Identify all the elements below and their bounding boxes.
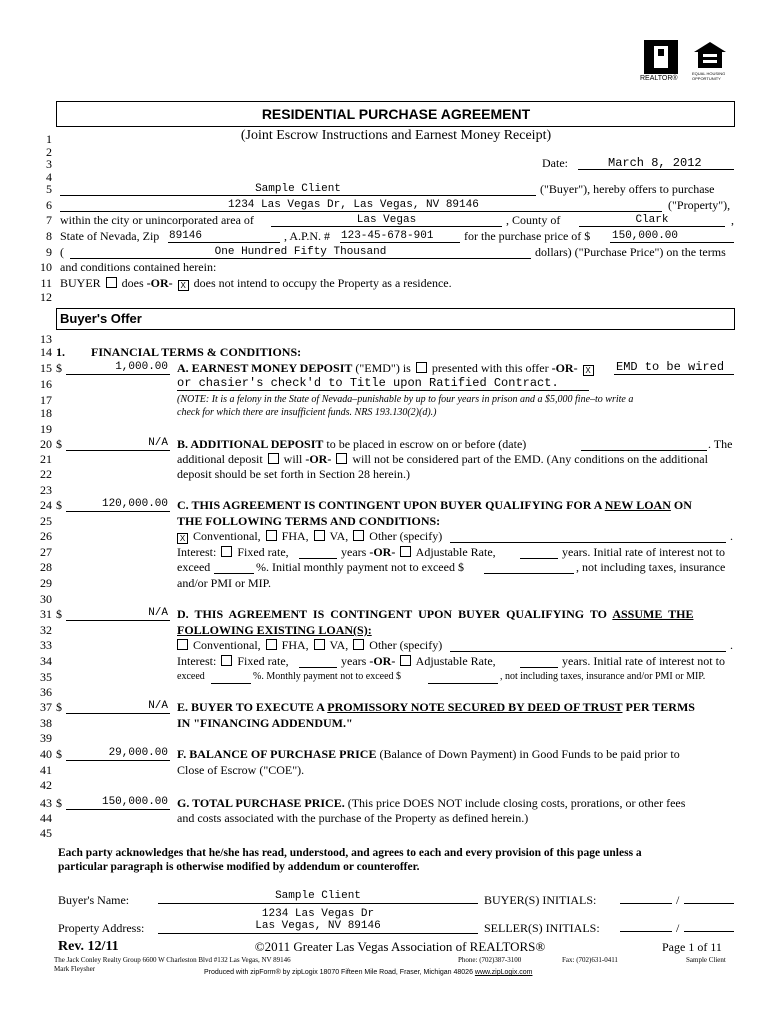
line-number: 13	[40, 332, 52, 346]
interest-line	[177, 545, 289, 559]
emd-wired-text-2: or chasier's check'd to Title upon Ratified Contract.	[177, 376, 559, 390]
pct-label: %. Monthly payment not to exceed $	[253, 671, 402, 682]
the-label: . The	[708, 437, 733, 451]
purchase-price-value: 150,000.00	[612, 230, 679, 242]
line-number: 23	[40, 483, 52, 497]
adjustable-label: Adjustable Rate,	[415, 545, 496, 559]
line-number: 8	[46, 229, 52, 243]
assume-other-specify-field[interactable]	[450, 638, 726, 652]
interest-label: Interest:	[177, 654, 217, 668]
slash: /	[676, 893, 680, 907]
per-terms-label: PER TERMS	[625, 700, 695, 714]
total-line	[177, 796, 685, 810]
emd-other-checkbox[interactable]: X	[583, 365, 594, 376]
interest-line-b	[341, 545, 496, 559]
date-label: Date:	[542, 156, 568, 170]
equal-housing-logo: EQUAL HOUSING OPPORTUNITY	[692, 40, 732, 84]
interest-label: Interest:	[177, 545, 217, 559]
additional-line	[177, 437, 526, 451]
fha-label: FHA,	[281, 638, 309, 652]
line-number: 29	[40, 576, 52, 590]
line-number: 45	[40, 826, 52, 840]
balance-line	[177, 747, 680, 761]
assume-fha-checkbox[interactable]	[266, 639, 277, 650]
or-label: -OR-	[369, 654, 396, 668]
zipform-text: Produced with zipForm® by zipLogix 18070 Fifteen Mile Road, Fraser, Michigan 48026	[204, 969, 473, 976]
other-label: Other (specify)	[369, 529, 443, 543]
or-label: -OR-	[146, 276, 173, 290]
occupy-does-checkbox[interactable]	[106, 277, 117, 288]
seller-initial-2-field[interactable]	[684, 918, 734, 932]
seller-initial-1-field[interactable]	[620, 918, 672, 932]
buyer-initial-1-field[interactable]	[620, 890, 672, 904]
city-value: Las Vegas	[356, 214, 417, 226]
promissory-heading-2: IN "FINANCING ADDENDUM."	[177, 716, 353, 730]
line-number: 24	[40, 498, 52, 512]
open-paren: (	[60, 245, 64, 259]
will-not-checkbox[interactable]	[336, 453, 347, 464]
price-words-suffix: dollars) ("Purchase Price") on the terms	[535, 245, 726, 259]
additional-line-22: deposit should be set forth in Section 28 herein.)	[177, 467, 410, 481]
ziplogix-link[interactable]: www.zipLogix.com	[474, 969, 533, 976]
realtor-logo: REALTOR®	[640, 40, 684, 84]
slash: /	[676, 921, 680, 935]
years-initial-rate: years. Initial rate of interest not to	[562, 654, 725, 668]
years-initial-rate: years. Initial rate of interest not to	[562, 545, 725, 559]
county-value: Clark	[635, 214, 669, 226]
buyers-offer-heading: Buyer's Offer	[60, 311, 142, 326]
buyer-initial-2-field[interactable]	[684, 890, 734, 904]
footer-property-line1: 1234 Las Vegas Dr	[261, 908, 375, 920]
assume-conventional-checkbox[interactable]	[177, 639, 188, 650]
does-label: does	[121, 276, 144, 290]
buyer-label: BUYER	[60, 276, 101, 290]
assume-adjustable-years-field[interactable]	[520, 654, 558, 668]
pmi-label: and/or PMI or MIP.	[177, 576, 272, 590]
line-number: 18	[40, 406, 52, 420]
document-title: RESIDENTIAL PURCHASE AGREEMENT	[261, 106, 531, 122]
promissory-label: E. BUYER TO EXECUTE A	[177, 700, 325, 714]
line-number: 38	[40, 716, 52, 730]
balance-text-2: Close of Escrow ("COE").	[177, 763, 305, 777]
zip-value: 89146	[169, 230, 203, 242]
promissory-heading	[177, 700, 695, 714]
additional-deposit-label: B. ADDITIONAL DEPOSIT	[177, 437, 324, 451]
will-checkbox[interactable]	[268, 453, 279, 464]
adjustable-years-field[interactable]	[520, 545, 558, 559]
new-loan-type-line	[175, 529, 442, 544]
client-name: Sample Client	[686, 956, 726, 964]
emd-presented-label: presented with this offer	[431, 361, 549, 375]
assume-amount-value: N/A	[148, 607, 168, 619]
assume-label: D. THIS AGREEMENT IS CONTINGENT UPON BUYER QUALIFYING TO	[177, 607, 607, 621]
buyer-suffix: ("Buyer"), hereby offers to purchase	[540, 182, 715, 196]
promissory-amount-value: N/A	[148, 700, 168, 712]
line-number: 7	[46, 213, 52, 227]
period: .	[730, 529, 733, 543]
assume-adjustable-checkbox[interactable]	[400, 655, 411, 666]
exceed-pct-field[interactable]	[214, 560, 254, 574]
assume-heading	[177, 607, 693, 621]
line-number: 26	[40, 529, 52, 543]
line-number: 11	[40, 276, 52, 290]
exceed-label: exceed	[177, 560, 211, 574]
exceed-label: exceed	[177, 671, 205, 682]
will-not-label: will not be considered part of the EMD. (Any conditions on the additional	[352, 452, 708, 466]
balance-amount-value: 29,000.00	[108, 747, 168, 759]
line-number: 20	[40, 437, 52, 451]
assume-monthly-field[interactable]	[428, 670, 498, 684]
copyright: ©2011 Greater Las Vegas Association of REALTORS®	[254, 939, 546, 954]
footer-property-line2: Las Vegas, NV 89146	[255, 920, 381, 932]
financial-terms-title: FINANCIAL TERMS & CONDITIONS:	[91, 345, 302, 359]
not-including-label: , not including taxes, insurance	[576, 560, 726, 574]
line-number: 28	[40, 560, 52, 574]
line-number: 3	[46, 157, 52, 171]
property-suffix: ("Property"),	[668, 198, 731, 212]
date-value: March 8, 2012	[608, 156, 702, 170]
new-loan-heading	[177, 498, 692, 512]
assume-interest-line	[177, 654, 289, 668]
additional-amount-value: N/A	[148, 437, 168, 449]
line-number: 1	[46, 132, 52, 146]
fixed-rate-checkbox[interactable]	[221, 546, 232, 557]
seller-initials-label: SELLER(S) INITIALS:	[484, 921, 600, 935]
line-number: 12	[40, 290, 52, 304]
broker-info: The Jack Conley Realty Group 6600 W Charleston Blvd #132 Las Vegas, NV 89146	[54, 956, 291, 964]
dollar-sign: $	[56, 437, 62, 451]
line-number: 16	[40, 377, 52, 391]
total-label: G. TOTAL PURCHASE PRICE.	[177, 796, 345, 810]
comma: ,	[731, 213, 734, 227]
dollar-sign: $	[56, 607, 62, 621]
assume-emphasis: ASSUME THE	[612, 607, 694, 621]
emd-presented-checkbox[interactable]	[416, 362, 427, 373]
fax-number: Fax: (702)631-0411	[562, 956, 618, 964]
zipform-line	[204, 968, 533, 977]
assume-va-checkbox[interactable]	[314, 639, 325, 650]
occupy-does-not-checkbox[interactable]: X	[178, 280, 189, 291]
price-words-value: One Hundred Fifty Thousand	[214, 246, 387, 258]
period: .	[730, 638, 733, 652]
property-address-label: Property Address:	[58, 921, 145, 935]
total-amount-value: 150,000.00	[101, 796, 168, 808]
does-not-label: does not intend to occupy the Property as a residence.	[193, 276, 452, 290]
line-number: 35	[40, 670, 52, 684]
line-number: 41	[40, 763, 52, 777]
line-number: 10	[40, 260, 52, 274]
pct-label: %. Initial monthly payment not to exceed $	[256, 560, 464, 574]
line-number: 15	[40, 361, 52, 375]
other-label: Other (specify)	[369, 638, 443, 652]
va-label: VA,	[329, 638, 349, 652]
line-number: 34	[40, 654, 52, 668]
dollar-sign: $	[56, 361, 62, 375]
buyer-name-value: Sample Client	[255, 183, 341, 195]
acknowledge-line2: particular paragraph is otherwise modified by addendum or counteroffer.	[58, 861, 420, 873]
or-label: -OR-	[369, 545, 396, 559]
buyers-offer-box	[56, 308, 735, 330]
area-label: within the city or unincorporated area of	[60, 213, 254, 227]
line-number: 2	[46, 145, 52, 159]
property-address-value: 1234 Las Vegas Dr, Las Vegas, NV 89146	[228, 199, 479, 211]
line-number: 31	[40, 607, 52, 621]
section-number: 1.	[56, 345, 65, 359]
adjustable-label: Adjustable Rate,	[415, 654, 496, 668]
dollar-sign: $	[56, 700, 62, 714]
va-label: VA,	[329, 529, 349, 543]
line-number: 19	[40, 422, 52, 436]
balance-label: F. BALANCE OF PURCHASE PRICE	[177, 747, 377, 761]
apn-value: 123-45-678-901	[341, 230, 434, 242]
years-label: years	[341, 545, 367, 559]
line-number: 5	[46, 182, 52, 196]
purchase-price-label: for the purchase price of $	[464, 229, 591, 243]
line-number: 17	[40, 393, 52, 407]
new-loan-heading-2: THE FOLLOWING TERMS AND CONDITIONS:	[177, 514, 441, 528]
additional-deposit-text: additional deposit	[177, 452, 263, 466]
occupy-line	[60, 276, 452, 291]
line-number: 21	[40, 452, 52, 466]
emd-amount-value: 1,000.00	[115, 361, 168, 373]
assume-fixed-checkbox[interactable]	[221, 655, 232, 666]
or-label: -OR-	[305, 452, 332, 466]
on-label: ON	[673, 498, 692, 512]
buyer-initials-label: BUYER(S) INITIALS:	[484, 893, 597, 907]
other-specify-field[interactable]	[450, 529, 726, 543]
emd-text: ("EMD") is	[355, 361, 411, 375]
assume-other-checkbox[interactable]	[353, 639, 364, 650]
assume-exceed-pct-field[interactable]	[211, 670, 251, 684]
line-number: 40	[40, 747, 52, 761]
va-checkbox[interactable]	[314, 530, 325, 541]
line-number: 44	[40, 811, 52, 825]
emd-wired-text: EMD to be wired	[616, 360, 725, 374]
phone-number: Phone: (702)387-3100	[458, 956, 522, 964]
fha-label: FHA,	[281, 529, 309, 543]
line-number: 25	[40, 514, 52, 528]
conventional-label: Conventional,	[193, 638, 261, 652]
balance-text: (Balance of Down Payment) in Good Funds to be paid prior to	[379, 747, 680, 761]
line-number: 36	[40, 685, 52, 699]
additional-text: to be placed in escrow on or before (date)	[326, 437, 527, 451]
line-number: 42	[40, 778, 52, 792]
revision-label: Rev. 12/11	[58, 939, 119, 954]
not-including-label: , not including taxes, insurance and/or PMI or MIP.	[500, 671, 706, 682]
new-loan-emphasis: NEW LOAN	[604, 498, 671, 512]
line-number: 9	[46, 245, 52, 259]
line-number: 37	[40, 700, 52, 714]
assume-type-line	[175, 638, 442, 652]
line-number: 27	[40, 545, 52, 559]
state-zip-label: State of Nevada, Zip	[60, 229, 160, 243]
or-label: -OR-	[551, 361, 578, 375]
footer-buyer-name-value: Sample Client	[275, 890, 361, 902]
line-number: 33	[40, 638, 52, 652]
line-number: 22	[40, 467, 52, 481]
years-label: years	[341, 654, 367, 668]
total-text: (This price DOES NOT include closing costs, prorations, or other fees	[347, 796, 686, 810]
will-label: will	[283, 452, 303, 466]
fixed-rate-label: Fixed rate,	[237, 545, 289, 559]
fixed-rate-label: Fixed rate,	[237, 654, 289, 668]
buyer-name-label: Buyer's Name:	[58, 893, 130, 907]
additional-line-21	[177, 452, 708, 466]
dollar-sign: $	[56, 747, 62, 761]
line-number: 30	[40, 592, 52, 606]
agent-name: Mark Fleysher	[54, 965, 96, 973]
other-checkbox[interactable]	[353, 530, 364, 541]
terms-text: and conditions contained herein:	[60, 260, 217, 274]
acknowledge-line1: Each party acknowledges that he/she has read, understood, and agrees to each and every provision of this page unless a	[58, 847, 642, 859]
document-subtitle: (Joint Escrow Instructions and Earnest Money Receipt)	[240, 128, 552, 143]
new-loan-amount-value: 120,000.00	[101, 498, 168, 510]
emd-line	[177, 361, 596, 376]
assume-fixed-years-field[interactable]	[299, 654, 337, 668]
emd-label: A. EARNEST MONEY DEPOSIT	[177, 361, 353, 375]
line-number: 6	[46, 198, 52, 212]
fha-checkbox[interactable]	[266, 530, 277, 541]
line-number: 32	[40, 623, 52, 637]
total-text-2: and costs associated with the purchase of the Property as defined herein.)	[177, 811, 529, 825]
conventional-label: Conventional,	[193, 529, 261, 543]
additional-date-field[interactable]	[581, 437, 707, 451]
dollar-sign: $	[56, 796, 62, 810]
emd-note-line2: check for which there are insufficient funds. NRS 193.130(2)(d).)	[177, 407, 437, 418]
apn-label: , A.P.N. #	[284, 229, 331, 243]
line-number: 39	[40, 731, 52, 745]
adjustable-checkbox[interactable]	[400, 546, 411, 557]
page-number: Page 1 of 11	[662, 940, 722, 954]
line-number: 4	[46, 170, 52, 184]
assume-interest-line-b	[341, 654, 496, 668]
line-number: 43	[40, 796, 52, 810]
county-label: , County of	[506, 213, 561, 227]
line-number: 14	[40, 345, 52, 359]
assume-heading-2: FOLLOWING EXISTING LOAN(S):	[177, 623, 372, 637]
fixed-years-field[interactable]	[299, 545, 337, 559]
conventional-checkbox[interactable]: X	[177, 533, 188, 544]
emd-note-line1: (NOTE: It is a felony in the State of Nevada–punishable by up to four years in prison and a $5,000 fine–to write a	[177, 394, 634, 405]
dollar-sign: $	[56, 498, 62, 512]
promissory-emphasis: PROMISSORY NOTE SECURED BY DEED OF TRUST	[327, 700, 623, 714]
monthly-payment-field[interactable]	[484, 560, 574, 574]
new-loan-label: C. THIS AGREEMENT IS CONTINGENT UPON BUYER QUALIFYING FOR A	[177, 498, 602, 512]
